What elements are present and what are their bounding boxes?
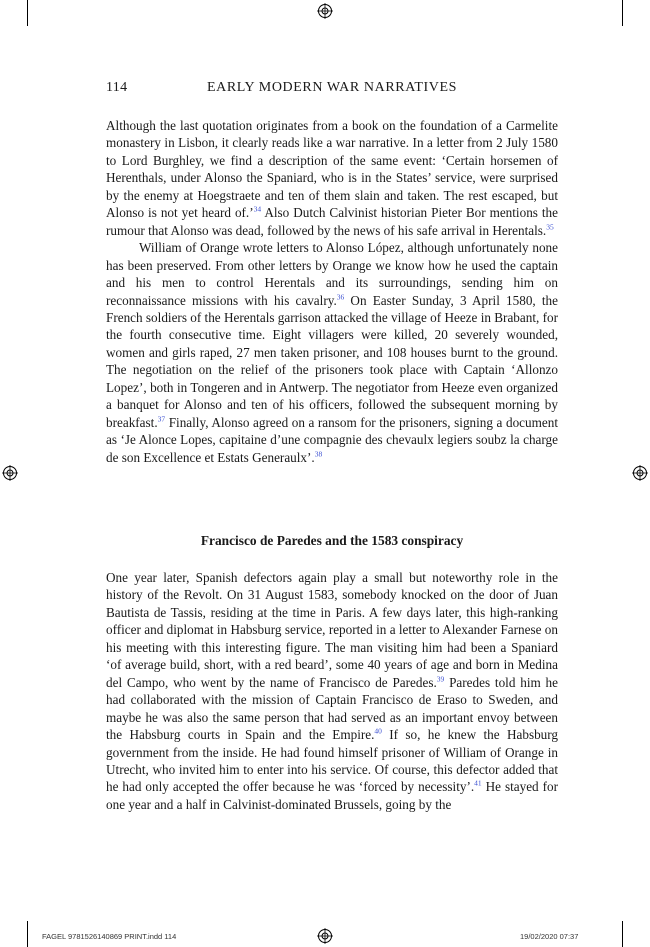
page-number: 114: [106, 80, 128, 95]
footnote-ref-link[interactable]: 36: [336, 292, 345, 302]
body-text-section-2: [106, 569, 558, 813]
footnote-ref-link[interactable]: 39: [436, 674, 445, 684]
paragraph-text: Although the last quotation originates from a book on the foundation of a Carmelite monastery in Lisbon, it clearly reads like a war narrative. In a letter from 2 July 1580 to Lord Burghley, we find a description of the same event: ‘Certain horsemen of Herenthals, under Alonso the Spaniard, who is in the States’ service, were surprised by the enemy at Hoegstraete and ten of them slain and taken. The rest escaped, but Alonso is not yet heard of.’: [106, 118, 558, 221]
registration-mark-left-icon: [2, 465, 18, 481]
footnote-ref-link[interactable]: 37: [157, 414, 166, 424]
paragraph: [106, 117, 558, 239]
paragraph-text: Paredes told him he had collaborated with the mission of Captain Francisco de Eraso to Sweden, and maybe he was also the same person that had served as an important envoy between the Habsburg courts in Spain and the Empire.: [106, 674, 558, 743]
paragraph-text: Also Dutch Calvinist historian Pieter Bor mentions the rumour that Alonso was dead, followed by the news of his safe arrival in Herentals.: [106, 205, 558, 238]
paragraph-text: William of Orange wrote letters to Alonso López, although unfortunately none has been preserved. From other letters by Orange we know how he used the captain and his men to control Herentals and its surroundings, sending him on reconnaissance missions with his cavalry.: [106, 240, 558, 308]
crop-mark-bottom-right: [622, 921, 623, 947]
paragraph-text: He stayed for one year and a half in Calvinist-dominated Brussels, going by the: [106, 779, 558, 812]
paragraph-text: If so, he knew the Habsburg government from the inside. He had found himself prisoner of William of Orange in Utrecht, who invited him to enter into his service. Of course, this defector added that he had only accepted the offer because he was ‘forced by necessity’.: [106, 727, 559, 795]
paragraph-text: Finally, Alonso agreed on a ransom for the prisoners, signing a document as ‘Je Alonce Lopes, capitaine d’une compagnie des chevaulx legiers soubz la charge de son Excellence et Estats Generaulx’.: [106, 414, 558, 465]
paragraph-text: One year later, Spanish defectors again play a small but noteworthy role in the history of the Revolt. On 31 August 1583, somebody knocked on the door of Juan Bautista de Tassis, residing at the time in Paris. A few days later, this high-ranking officer and diplomat in Habsburg service, reported in a letter to Alexander Farnese on his meeting with this interesting figure. The man visiting him had been a Spaniard ‘of average build, short, with a red beard’, some 40 years of age and born in Medina del Campo, who went by the name of Francisco de Paredes.: [106, 570, 558, 690]
footnote-ref-link[interactable]: 41: [474, 779, 482, 789]
footnote-ref-link[interactable]: 40: [374, 726, 382, 736]
crop-mark-top-right: [622, 0, 623, 26]
paragraph-text: On Easter Sunday, 3 April 1580, the French soldiers of the Herentals garrison attacked the village of Heeze in Brabant, for the fourth consecutive time. Eight villagers were killed, 20 severely wounded, women and girls raped, 27 men taken prisoner, and 108 houses burnt to the ground. The negotiation on the relief of the prisoners took place with Captain ‘Allonzo Lopez’, both in Tongeren and in Antwerp. The negotiator from Heeze even organized a banquet for Alonso and ten of his officers, followed the subsequent morning by breakfast.: [106, 292, 558, 430]
page-header: [106, 80, 558, 100]
crop-mark-bottom-left: [27, 921, 28, 947]
footnote-ref-link[interactable]: 35: [546, 222, 554, 232]
running-head: EARLY MODERN WAR NARRATIVES: [206, 80, 458, 95]
crop-mark-top-left: [27, 0, 28, 26]
paragraph: [106, 569, 558, 813]
footnote-ref-link[interactable]: 34: [253, 204, 262, 214]
registration-mark-bottom-icon: [317, 928, 333, 944]
registration-mark-right-icon: [632, 465, 648, 481]
footnote-ref-link[interactable]: 38: [314, 449, 323, 459]
slug-right: 19/02/2020 07:37: [520, 932, 579, 941]
paragraph: [106, 239, 558, 466]
slug-left: FAGEL 9781526140869 PRINT.indd 114: [42, 932, 177, 941]
section-heading: Francisco de Paredes and the 1583 conspiracy: [200, 533, 464, 548]
registration-mark-top-icon: [317, 3, 333, 19]
body-text-section-1: [106, 117, 558, 466]
